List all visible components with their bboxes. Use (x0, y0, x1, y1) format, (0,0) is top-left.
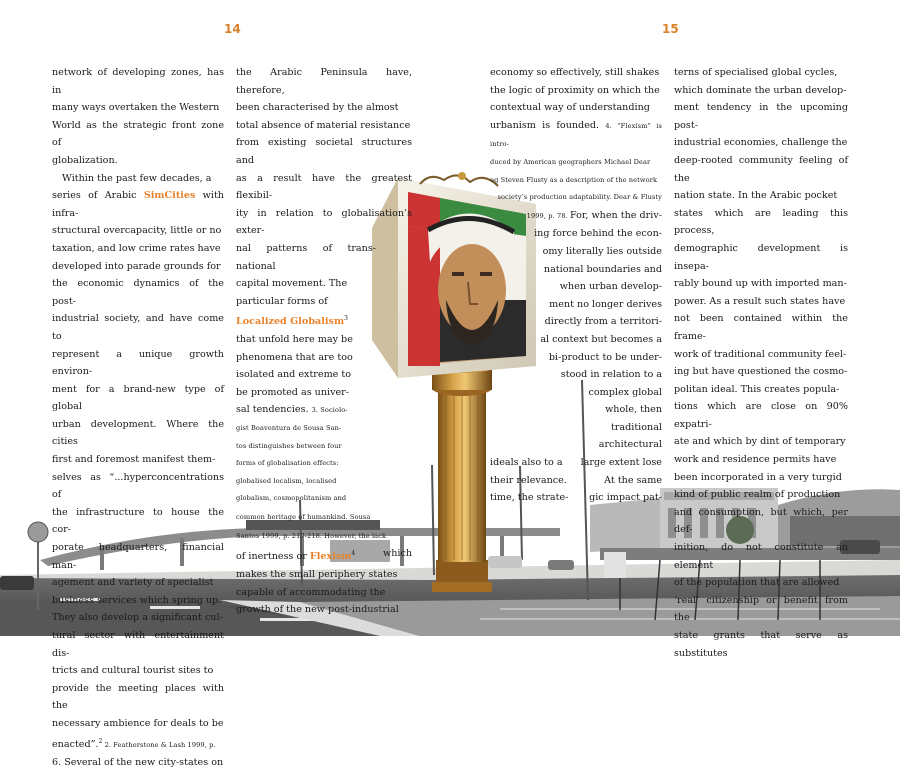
col3-line: their relevance. At the same (490, 474, 662, 486)
col3-line: omy literally lies outside (542, 245, 662, 257)
footnote-3: globalised localism, localised (236, 476, 337, 485)
col3-line: stood in relation to a (560, 369, 662, 381)
col4-line: not been contained within the frame- (674, 313, 848, 342)
col3-line: 1999, p. 78. For, when the driv- (526, 209, 662, 221)
col2-line: makes the small periphery states (236, 569, 398, 580)
col1-line: They also develop a significant cul- (52, 612, 223, 624)
col1-line: represent a unique growth environ- (52, 348, 224, 378)
text-column-4 (674, 64, 848, 662)
col3-line: traditional (610, 421, 662, 433)
col2-line: capital movement. The (236, 278, 348, 290)
col2-line: capable of accommodating the (236, 586, 386, 598)
col3-line: directly from a territori- (544, 316, 662, 328)
text-column-3 (490, 64, 662, 507)
col1-line: selves as “...hyperconcentrations of (52, 471, 224, 501)
col3-line: architectural (598, 439, 662, 451)
col3-line: contextual way of understanding (490, 102, 650, 114)
col1-line: World as the strategic front zone of (52, 119, 224, 149)
col1-line: business services which spring up. (52, 594, 222, 606)
col2-line: from existing societal structures and (236, 137, 412, 166)
col3-line: ideals also to a large extent lose (490, 457, 662, 469)
text-column-1 (52, 64, 224, 772)
col2-line: sal tendencies. 3. Sociolo- (236, 404, 348, 416)
footnote-4: duced by American geographers Michael Dear (490, 157, 651, 166)
col1-line: enacted”.$^2$ 2. Featherstone & Lash 1999, p. (52, 737, 216, 750)
col3-line: the logic of proximity on which the (490, 84, 660, 96)
col1-line: 6. Several of the new city-states on (52, 757, 224, 769)
footnote-ref: 2 (98, 737, 103, 745)
col1-line: structural overcapacity, little or no (52, 225, 222, 237)
col4-line: politan ideal. This creates popula- (674, 383, 840, 395)
col4-line: ing but have questioned the cosmo- (674, 366, 848, 378)
col1-line: ment for a brand-new type of global (52, 383, 224, 413)
text-column-2 (236, 64, 412, 619)
col4-line: nation state. In the Arabic pocket (674, 190, 838, 202)
col4-line: work and residence permits have (674, 454, 837, 466)
col1-line: globalization. (52, 154, 118, 166)
col4-line: terns of specialised global cycles, (674, 67, 838, 78)
col2-line: total absence of material resistance (236, 119, 411, 131)
col2-line: common heritage of humankind. Sousa (236, 513, 371, 522)
footnote-2: 2. Featherstone & Lash 1999, p. (102, 740, 216, 749)
col4-line: inition, do not constitute an element (674, 542, 848, 571)
col1-line: urban development. Where the cities (52, 418, 224, 448)
col3-line: ment no longer derives (549, 298, 662, 310)
simcities-keyword: SimCities (143, 190, 196, 202)
col1-line: developed into parade grounds for (52, 260, 221, 272)
col4-line: state grants that serve as substitutes (674, 630, 848, 659)
col1-line: necessary ambience for deals to be (52, 717, 224, 729)
col1-line: the infrastructure to house the cor- (52, 506, 224, 536)
col4-line: rably bound up with imported man- (674, 278, 847, 290)
col1-line: tural sector with entertainment dis- (52, 630, 224, 659)
col2-line: as a result have the greatest flexibil- (236, 172, 412, 202)
right-page-number: 15 (662, 22, 679, 36)
flexism-keyword: Flexism (309, 551, 352, 563)
col2-line: growth of the new post-industrial (236, 604, 399, 616)
col2-line: been characterised by the almost (236, 102, 399, 114)
col1-line: Within the past few decades, a (62, 172, 212, 184)
col3-line: economy so effectively, still shakes (490, 67, 660, 78)
col3-line: time, the strate- gic impact pat- (490, 492, 662, 504)
col4-line: demographic development is insepa- (674, 242, 848, 272)
footnote-3: globalism, cosmopolitanism and (236, 494, 347, 503)
footnote-3: gist Boaventura de Sousa San- (236, 424, 342, 433)
col4-line: tions which are close on 90% expatri- (674, 401, 848, 430)
col2-line: of inertness or Flexism$^4$ which (236, 548, 412, 563)
footnote-3: tos distinguishes between four (236, 441, 342, 450)
col1-line: tricts and cultural tourist sites to (52, 665, 214, 677)
col4-line: industrial economies, challenge the (674, 137, 848, 149)
col3-line: complex global (588, 386, 662, 398)
col4-line: work of traditional community feel- (674, 348, 847, 360)
col2-line: isolated and extreme to (236, 369, 352, 381)
col1-line: provide the meeting places with the (52, 682, 224, 712)
col2-line: Santos 1999, p. 217-218. However, the lack (236, 531, 387, 540)
col2-line: particular forms of (236, 295, 328, 307)
col1-line: agement and variety of specialist (52, 577, 214, 589)
col1-line: network of developing zones, has in (52, 67, 224, 96)
col2-line: Localized Globalism$^3$ (236, 315, 348, 328)
footnote-3: forms of globalisation effects: (236, 459, 339, 468)
col4-line: and consumption, but which, per def- (674, 506, 848, 536)
col1-line: taxation, and low crime rates have (52, 242, 221, 254)
col3-line: urbanism is founded. 4. “Flexism” is intro- (490, 119, 662, 149)
col2-line: phenomena that are too (236, 351, 353, 363)
col1-line: the economic dynamics of the post- (52, 278, 224, 307)
col1-line: series of Arabic SimCities with infra- (52, 190, 224, 219)
col2-line: that unfold here may be (236, 334, 353, 346)
col4-line: ‘real’ citizenship or benefit from the (674, 594, 848, 624)
col3-line: national boundaries and (543, 263, 662, 275)
col2-line: ity in relation to globalisation’s exter- (236, 207, 412, 237)
col4-line: deep-rooted community feeling of the (674, 154, 848, 184)
col4-line: kind of public realm of production (674, 489, 841, 501)
col2-line: nal patterns of trans-national (236, 242, 376, 272)
col3-line: bi-product to be under- (548, 351, 662, 363)
footnote-4: society’s production adaptability. Dear & Flusty (497, 193, 662, 202)
col4-line: states which are leading this process, (674, 207, 848, 237)
col4-line: ate and which by dint of temporary (674, 436, 846, 448)
col1-line: first and foremost manifest them- (52, 454, 216, 466)
col3-line: when urban develop- (559, 281, 662, 293)
col4-line: power. As a result such states have (674, 295, 846, 307)
col1-line: industrial society, and have come to (52, 313, 224, 342)
left-page-number: 14 (224, 22, 241, 36)
golden-column (428, 359, 496, 592)
col1-line: many ways overtaken the Western (52, 102, 220, 114)
col4-line: which dominate the urban develop- (674, 84, 847, 96)
col3-line: whole, then (605, 404, 662, 416)
col3-line: al context but becomes a (540, 333, 662, 345)
col4-line: of the population that are allowed (674, 577, 840, 589)
footnote-4: og Steven Flusty as a description of the network (490, 175, 658, 184)
col4-line: ment tendency in the upcoming post- (674, 102, 848, 131)
col2-line: be promoted as univer- (236, 386, 350, 398)
col4-line: been incorporated in a very turgid (674, 471, 842, 483)
col1-line: porate headquarters, financial man- (52, 542, 224, 571)
localized-globalism-keyword: Localized Globalism (236, 316, 345, 328)
col2-line: the Arabic Peninsula have, therefore, (236, 67, 412, 96)
col3-line: ing force behind the econ- (534, 228, 662, 240)
